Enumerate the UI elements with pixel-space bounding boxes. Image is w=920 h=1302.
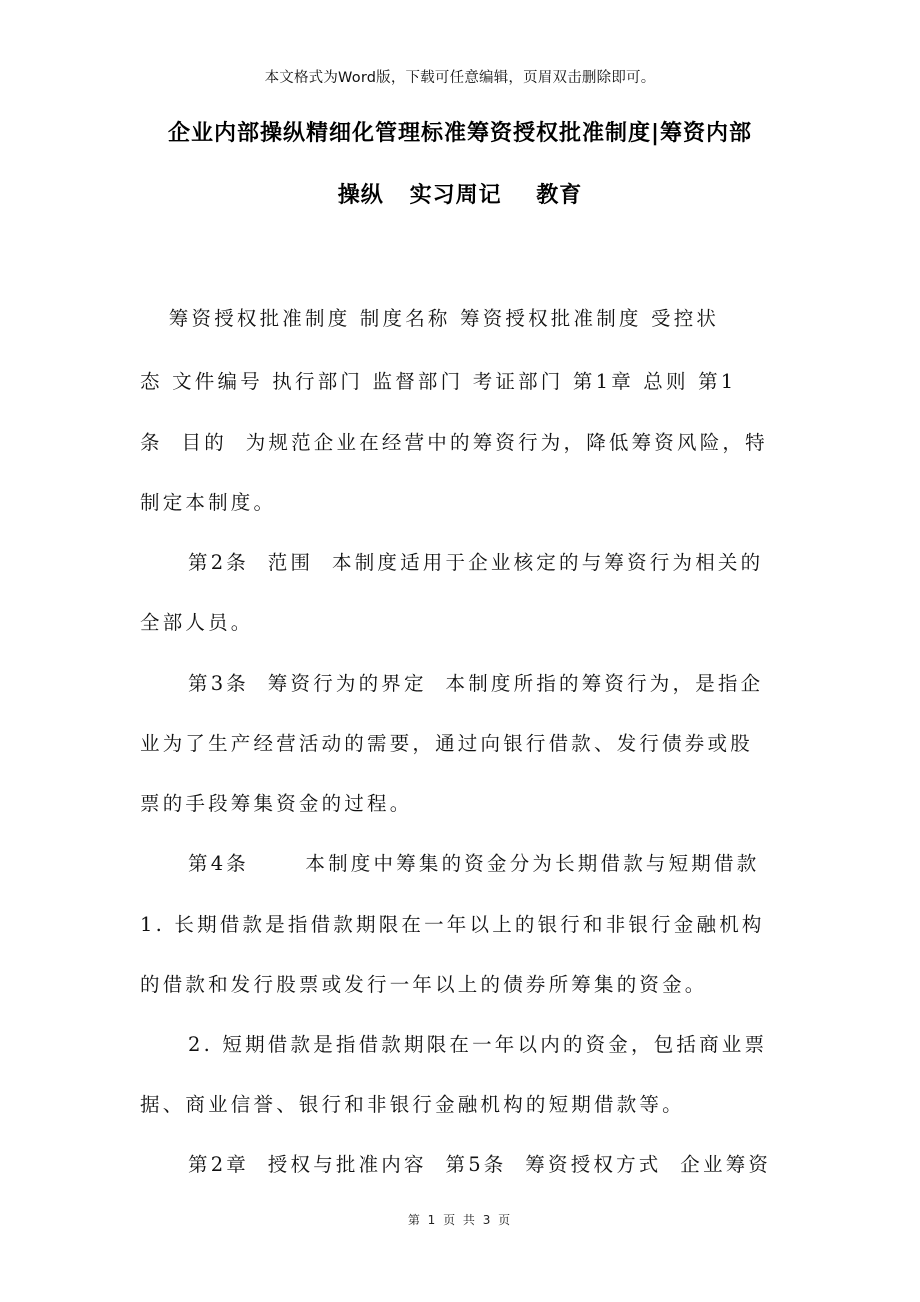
body-line: 全部人员。 bbox=[140, 611, 254, 634]
body-line: 制定本制度。 bbox=[140, 491, 277, 514]
body-line: 态 文件编号 执行部门 监督部门 考证部门 第1章 总则 第1 bbox=[140, 370, 737, 393]
body-line: 条 目的 为规范企业在经营中的筹资行为，降低筹资风险，特 bbox=[140, 431, 768, 454]
body-line: 第2章 授权与批准内容 第5条 筹资授权方式 企业筹资 bbox=[188, 1153, 772, 1176]
page-indicator: 第 1 页 共 3 页 bbox=[407, 1213, 513, 1227]
body-line: 票的手段筹集资金的过程。 bbox=[140, 792, 413, 815]
body-line: 第3条 筹资行为的界定 本制度所指的筹资行为，是指企 bbox=[188, 672, 764, 695]
body-line: 第4条 本制度中筹集的资金分为长期借款与短期借款 bbox=[188, 852, 760, 875]
body-line: 据、商业信誉、银行和非银行金融机构的短期借款等。 bbox=[140, 1093, 685, 1116]
body-line: 的借款和发行股票或发行一年以上的债券所筹集的资金。 bbox=[140, 973, 708, 996]
body-line: 第2条 范围 本制度适用于企业核定的与筹资行为相关的 bbox=[188, 551, 764, 574]
document-title-line-1: 企业内部操纵精细化管理标准筹资授权批准制度|筹资内部 bbox=[167, 121, 753, 146]
body-line: 1. 长期借款是指借款期限在一年以上的银行和非银行金融机构 bbox=[140, 913, 765, 936]
body-line: 2. 短期借款是指借款期限在一年以内的资金，包括商业票 bbox=[188, 1033, 768, 1056]
document-title-line-2: 操纵 实习周记 教育 bbox=[337, 183, 583, 208]
body-line: 业为了生产经营活动的需要，通过向银行借款、发行债券或股 bbox=[140, 732, 753, 755]
body-line: 筹资授权批准制度 制度名称 筹资授权批准制度 受控状 bbox=[150, 307, 720, 330]
header-note: 本文格式为Word版，下载可任意编辑，页眉双击删除即可。 bbox=[264, 70, 656, 86]
